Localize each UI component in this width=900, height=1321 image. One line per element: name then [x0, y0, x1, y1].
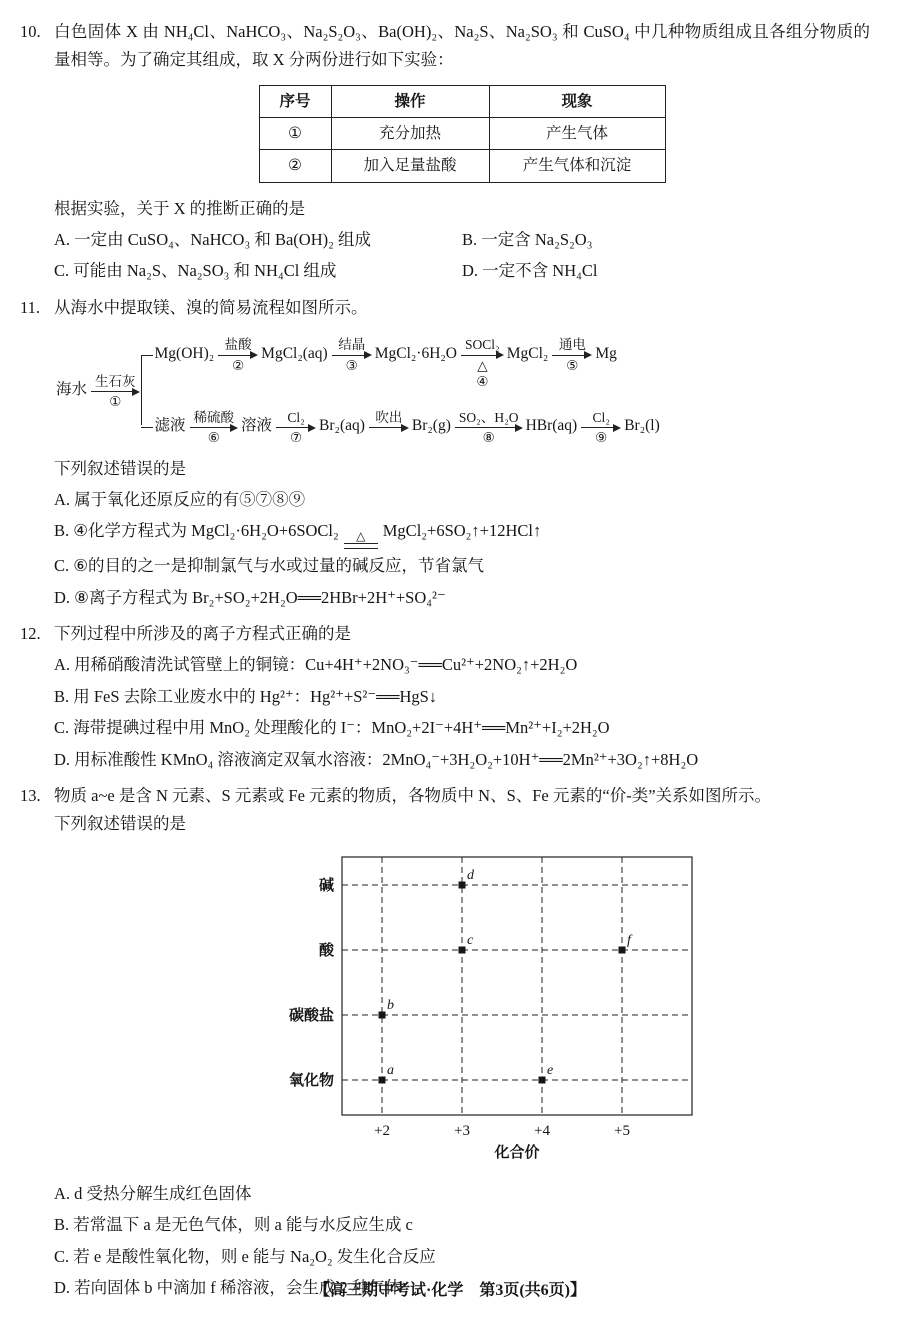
- arrow-bottom-label: ②: [232, 358, 245, 373]
- question-13-intro: 物质 a~e 是含 N 元素、S 元素或 Fe 元素的物质，各物质中 N、S、Fe 元素的“价-类”关系如图所示。: [54, 785, 772, 805]
- table-cell: 充分加热: [331, 118, 489, 150]
- svg-text:+4: +4: [534, 1122, 550, 1139]
- q12-option-c: C. 海带提碘过程中用 MnO₂ 处理酸化的 I⁻：MnO₂+2I⁻+4H⁺══Mn²⁺+I₂+2H₂O: [54, 718, 610, 738]
- flow-start: [54, 370, 141, 410]
- question-11-intro: 从海水中提取镁、溴的简易流程如图所示。: [54, 297, 368, 317]
- arrow-bottom-label: ⑤: [566, 358, 579, 373]
- svg-text:氧化物: 氧化物: [288, 1072, 334, 1089]
- svg-text:+5: +5: [614, 1122, 630, 1139]
- table-cell: 加入足量盐酸: [331, 150, 489, 182]
- q13-option-d: D. 若向固体 b 中滴加 f 稀溶液，会生成 2 种气体: [54, 1278, 402, 1298]
- q10-option-d: D. 一定不含 NH₄Cl: [462, 261, 598, 281]
- flow-arrow: [332, 334, 372, 374]
- table-header-phenomenon: 现象: [489, 85, 665, 117]
- svg-text:+3: +3: [454, 1122, 470, 1139]
- arrow-bottom-label: ③: [345, 358, 358, 373]
- table-cell: ①: [259, 118, 331, 150]
- arrow-line: [276, 427, 314, 428]
- question-11: [20, 294, 870, 612]
- q11-option-c: C. ⑥的目的之一是抑制氯气与水或过量的碱反应，节省氯气: [54, 556, 485, 576]
- flow-node: 滤液: [154, 417, 186, 435]
- arrow-line: [581, 427, 619, 428]
- question-10-stem: 根据实验，关于 X 的推断正确的是: [54, 198, 306, 218]
- flow-node: HBr(aq): [525, 417, 578, 435]
- arrow-line: [552, 355, 590, 356]
- page-footer: 【高三期中考试·化学 第3页(共6页)】: [314, 1282, 586, 1300]
- arrow-top-label: 通电: [558, 337, 586, 353]
- table-cell: ②: [259, 150, 331, 182]
- flow-chain-magnesium: [153, 334, 663, 390]
- arrow-line: [190, 427, 237, 428]
- triangle-condition: △: [356, 529, 366, 544]
- q13-option-a: A. d 受热分解生成红色固体: [54, 1184, 252, 1204]
- q10-experiment-table: [259, 85, 666, 183]
- flow-node-seawater: 海水: [56, 381, 88, 399]
- q11-option-b: [54, 517, 870, 549]
- arrow-top-label: 稀硫酸: [193, 409, 235, 425]
- svg-text:e: e: [547, 1062, 554, 1078]
- q13-chart-wrap: [94, 845, 870, 1170]
- arrow-bottom-label: ⑧: [482, 430, 495, 446]
- q12-option-d: D. 用标准酸性 KMnO₄ 溶液滴定双氧水溶液：2MnO₄⁻+3H₂O₂+10H⁺══2Mn²⁺+3O₂↑+8H₂O: [54, 749, 699, 769]
- arrow-top-label: Cl₂: [287, 409, 305, 425]
- question-13-stem: 下列叙述错误的是: [54, 814, 186, 834]
- svg-text:酸: 酸: [318, 942, 334, 959]
- flow-node: MgCl₂·6H₂O: [374, 345, 458, 362]
- svg-text:碱: 碱: [318, 877, 334, 894]
- arrow-bottom-label: ⑦: [289, 430, 303, 446]
- arrow-line: [461, 355, 502, 356]
- table-row: [259, 150, 665, 182]
- question-10: [20, 18, 870, 286]
- svg-text:+2: +2: [374, 1122, 390, 1139]
- flow-arrow: [552, 334, 592, 374]
- arrow-line: [218, 355, 256, 356]
- flow-node: 溶液: [241, 417, 273, 435]
- arrow-top-label: 盐酸: [224, 337, 252, 353]
- question-13: [20, 782, 870, 1303]
- svg-text:化合价: 化合价: [494, 1144, 540, 1161]
- table-header-operation: 操作: [331, 85, 489, 117]
- arrow-top-label: SOCl₂: [465, 337, 500, 353]
- flow-node: Br₂(g): [411, 417, 451, 435]
- flow-node: Br₂(aq): [319, 417, 365, 435]
- q13-option-c: C. 若 e 是酸性氧化物，则 e 能与 Na₂O₂ 发生化合反应: [54, 1246, 436, 1266]
- table-header-seq: 序号: [259, 85, 331, 117]
- table-header-row: [259, 85, 665, 117]
- flow-node: Br₂(l): [624, 417, 660, 435]
- arrow-top-label: Cl₂: [592, 409, 610, 425]
- svg-text:f: f: [627, 932, 631, 948]
- question-12-number: 12.: [20, 624, 41, 644]
- flow-node: Mg: [595, 345, 617, 362]
- flow-arrow: [190, 406, 239, 446]
- option-b-pre: B. ④化学方程式为 MgCl₂·6H₂O+6SOCl₂: [54, 521, 339, 541]
- q10-option-c: C. 可能由 Na₂S、Na₂SO₃ 和 NH₄Cl 组成: [54, 261, 337, 281]
- q11-option-a: A. 属于氧化还原反应的有⑤⑦⑧⑨: [54, 489, 306, 509]
- arrow-top-label: 生石灰: [95, 373, 136, 389]
- flow-chain-bromine: [153, 406, 663, 446]
- svg-text:碳酸盐: 碳酸盐: [288, 1007, 334, 1024]
- double-line: [344, 543, 378, 549]
- svg-text:b: b: [387, 997, 394, 1013]
- question-12: [20, 620, 870, 774]
- q10-option-b: B. 一定含 Na₂S₂O₃: [462, 229, 593, 249]
- q11-flow-diagram: [54, 334, 870, 447]
- flow-node: MgCl₂: [506, 345, 549, 362]
- question-11-number: 11.: [20, 297, 41, 317]
- q12-option-a: A. 用稀硝酸清洗试管壁上的铜镜：Cu+4H⁺+2NO₃⁻══Cu²⁺+2NO₂↑+2H₂O: [54, 655, 578, 675]
- svg-text:a: a: [387, 1062, 394, 1078]
- q12-option-b: B. 用 FeS 去除工业废水中的 Hg²⁺：Hg²⁺+S²⁻══HgS↓: [54, 686, 438, 706]
- question-11-stem: 下列叙述错误的是: [54, 458, 186, 478]
- flow-node: MgCl₂(aq): [261, 345, 328, 362]
- arrow-line: [91, 391, 138, 392]
- flow-arrow: [455, 406, 523, 446]
- q10-option-a: A. 一定由 CuSO₄、NaHCO₃ 和 Ba(OH)₂ 组成: [54, 229, 371, 249]
- question-13-number: 13.: [20, 785, 41, 805]
- delta-equals-sign: [344, 530, 378, 549]
- flow-arrow: [218, 334, 258, 374]
- valence-class-chart: [232, 845, 732, 1161]
- option-b-post: MgCl₂+6SO₂↑+12HCl↑: [382, 521, 542, 541]
- arrow-bottom-label: ④: [476, 374, 489, 390]
- table-row: [259, 118, 665, 150]
- question-12-stem: 下列过程中所涉及的离子方程式正确的是: [54, 624, 351, 644]
- svg-text:d: d: [467, 867, 474, 883]
- flow-arrow: [276, 406, 316, 446]
- q13-option-b: B. 若常温下 a 是无色气体，则 a 能与水反应生成 c: [54, 1215, 413, 1235]
- flow-branches: [141, 334, 663, 447]
- arrow-line: [332, 355, 370, 356]
- arrow-top-label: SO₂、H₂O: [458, 409, 519, 425]
- arrow-line: [369, 427, 407, 428]
- flow-arrow: [581, 406, 621, 446]
- arrow-bottom-label: ⑨: [595, 430, 608, 446]
- flow-arrow: [461, 334, 504, 390]
- flow-arrow: [369, 406, 409, 430]
- arrow-top-label: 吹出: [375, 409, 403, 425]
- flow-node: Mg(OH)₂: [154, 345, 215, 362]
- question-10-intro: 白色固体 X 由 NH₄Cl、NaHCO₃、Na₂S₂O₃、Ba(OH)₂、Na₂S、Na₂SO₃ 和 CuSO₄ 中几种物质组成且各组分物质的量相等。为了确定其组成，取 X 分两份进行如下实验：: [54, 22, 870, 70]
- q11-option-d: D. ⑧离子方程式为 Br₂+SO₂+2H₂O══2HBr+2H⁺+SO₄²⁻: [54, 587, 446, 607]
- question-10-number: 10.: [20, 22, 41, 41]
- arrow-bottom-label: ①: [109, 394, 122, 410]
- flow-arrow-quicklime: [91, 370, 140, 410]
- arrow-line: [455, 427, 521, 428]
- arrow-bottom-label: △: [477, 358, 488, 373]
- table-cell: 产生气体和沉淀: [489, 150, 665, 182]
- arrow-top-label: 结晶: [338, 337, 366, 353]
- svg-text:c: c: [467, 932, 474, 948]
- table-cell: 产生气体: [489, 118, 665, 150]
- arrow-bottom-label: ⑥: [207, 430, 220, 446]
